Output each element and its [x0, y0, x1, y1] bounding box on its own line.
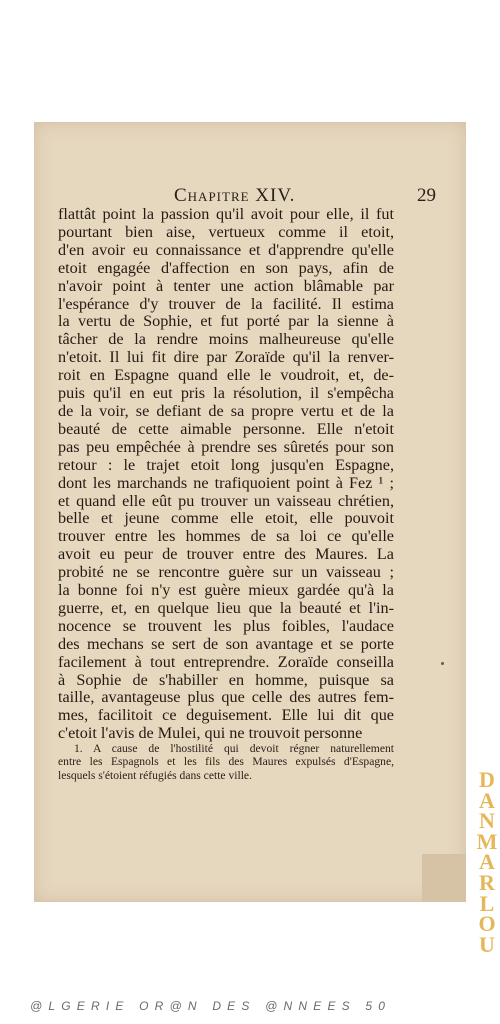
text-line: nocence se trouvent les plus foibles, l'audace [58, 616, 394, 635]
footnote-line: lesquels s'étoient réfugiés dans cette ville. [58, 768, 252, 782]
text-line: de la voir, se defiant de sa propre vertu et de la [58, 401, 394, 420]
body-text [58, 206, 394, 743]
text-line: à Sophie de s'habiller en homme, puisque sa [58, 670, 394, 689]
text-line: flattât point la passion qu'il avoit pour elle, il fut [58, 205, 394, 223]
text-line: roit en Espagne quand elle le voudroit, et, de- [58, 366, 394, 385]
watermark-letter: O [478, 911, 496, 937]
text-line: tâcher de la rendre moins malheureuse qu'elle [58, 330, 394, 349]
footer-caption: @LGERIE OR@N DES @NNEES 50 [30, 999, 392, 1013]
text-line: beauté de cette aimable personne. Elle n'etoit [58, 419, 394, 438]
text-line: la vertu de Sophie, et fut porté par la sienne à [58, 312, 394, 331]
footnote-line: entre les Espagnols et les fils des Maures expulsés d'Espagne, [58, 755, 394, 769]
text-line: c'etoit l'avis de Mulei, qui ne trouvoit personne [58, 724, 363, 743]
watermark-logo [476, 767, 498, 957]
text-line: n'avoir point à tenter une action blâmable par [58, 276, 394, 295]
footnote [58, 742, 394, 782]
watermark-letter: A [479, 787, 495, 813]
text-line: et quand elle eût pu trouver un vaisseau chrétien, [58, 491, 394, 510]
watermark-letter: L [479, 890, 495, 916]
text-line: facilement à tout entreprendre. Zoraïde conseilla [58, 652, 394, 671]
watermark-letter: R [479, 869, 495, 895]
text-line: guerre, et, en quelque lieu que la beauté et l'in- [58, 598, 394, 617]
text-line: taille, avantageuse plus que celle des autres fem- [58, 688, 394, 707]
text-line: etoit engagée d'affection en son pays, afin de [58, 258, 394, 277]
book-page [34, 122, 466, 902]
text-line: trouver entre les hommes de sa loi ce qu'elle [58, 527, 394, 546]
text-line: mes, facilitoit ce deguisement. Elle lui dit que [58, 706, 394, 725]
text-line: pas peu empêchée à prendre ses sûretés pour son [58, 437, 394, 456]
text-line: avoit eu peur de trouver entre des Maures. La [58, 545, 394, 564]
footnote-line: 1. A cause de l'hostilité qui devoit régner naturellement [74, 742, 394, 755]
watermark-letter: N [479, 808, 495, 834]
text-line: pourtant bien aise, vertueux comme il etoit, [58, 222, 394, 241]
page-corner-tab [422, 854, 466, 902]
watermark-letter: A [479, 849, 495, 875]
text-line: des mechans se sert de son avantage et se porte [58, 634, 394, 653]
text-line: la bonne foi n'y est guère mieux gardée qu'à la [58, 581, 394, 600]
watermark-letter: M [476, 828, 498, 854]
text-line: retour : le trajet etoit long jusqu'en Espagne, [58, 455, 394, 474]
text-line: dont les marchands ne trafiquoient point à Fez ¹ ; [58, 473, 394, 492]
chapter-title: Chapitre XIV. [174, 185, 296, 206]
text-line: d'en avoir eu connaissance et d'apprendre qu'elle [58, 240, 394, 259]
margin-dot [441, 662, 444, 665]
text-line: n'etoit. Il lui fit dire par Zoraïde qu'il la renver- [58, 348, 394, 367]
text-line: probité ne se rencontre guère sur un vaisseau ; [58, 563, 394, 582]
text-line: puis qu'il en eut pris la résolution, il s'empêcha [58, 384, 394, 403]
watermark-letter: U [479, 931, 495, 957]
text-line: belle et jeune comme elle etoit, elle pouvoit [58, 509, 394, 528]
text-line: l'espérance d'y trouver de la facilité. Il estima [58, 294, 394, 313]
watermark-letter: D [479, 767, 495, 792]
page-number: 29 [417, 185, 436, 206]
